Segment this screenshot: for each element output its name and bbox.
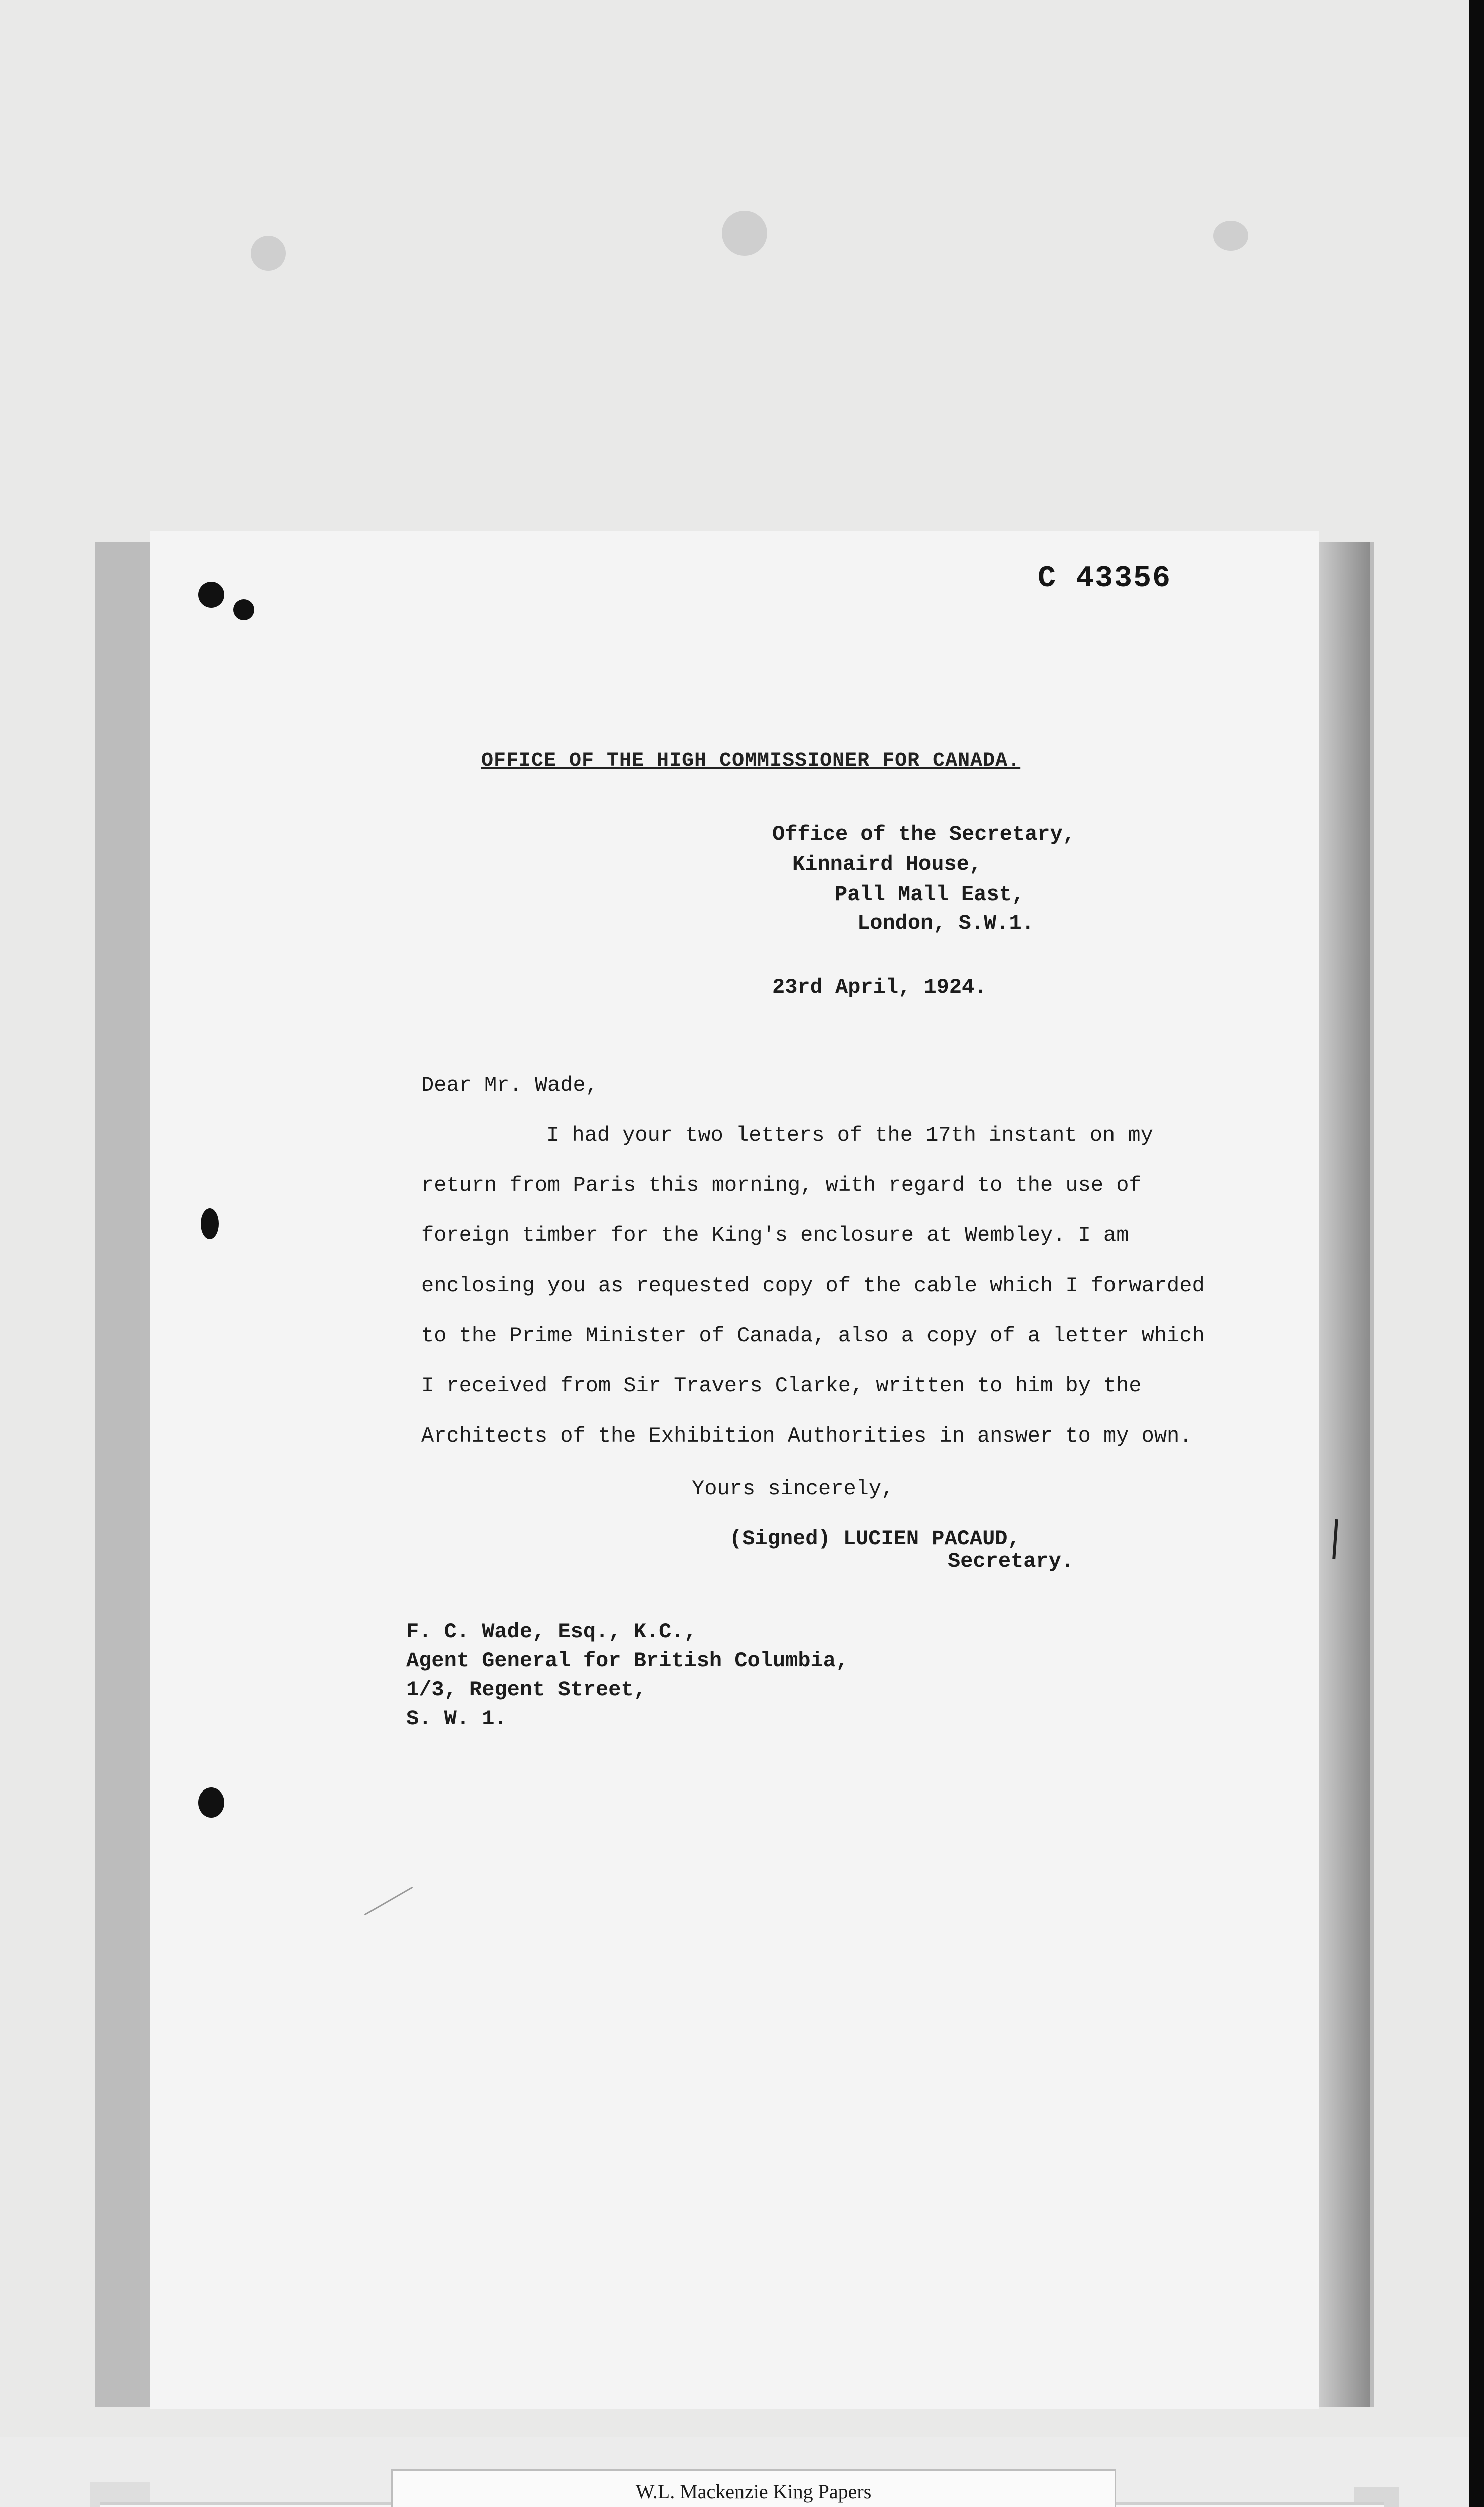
closing: Yours sincerely, bbox=[692, 1477, 894, 1501]
body-line: enclosing you as requested copy of the cable which I forwarded bbox=[421, 1274, 1205, 1298]
signature-title: Secretary. bbox=[948, 1549, 1074, 1573]
signature: (Signed) LUCIEN PACAUD, bbox=[729, 1527, 1020, 1551]
recipient-address-line: Agent General for British Columbia, bbox=[406, 1649, 849, 1673]
sender-address-line: London, S.W.1. bbox=[857, 911, 1034, 935]
body-line: I had your two letters of the 17th instant on my bbox=[546, 1123, 1153, 1147]
punch-hole bbox=[198, 1787, 224, 1818]
backdrop-speck bbox=[722, 211, 767, 256]
recipient-address-line: 1/3, Regent Street, bbox=[406, 1678, 646, 1702]
salutation: Dear Mr. Wade, bbox=[421, 1073, 598, 1097]
backdrop-speck bbox=[1213, 221, 1248, 251]
backdrop-speck bbox=[251, 236, 286, 271]
collection-slip bbox=[391, 2469, 1116, 2507]
recipient-address-line: S. W. 1. bbox=[406, 1707, 507, 1731]
letter-date: 23rd April, 1924. bbox=[772, 975, 987, 999]
scan-right-edge bbox=[1469, 0, 1484, 2507]
punch-hole bbox=[201, 1208, 219, 1239]
reference-number: C 43356 bbox=[1038, 562, 1172, 596]
sheet-right-shadow bbox=[1310, 542, 1370, 2407]
body-line: to the Prime Minister of Canada, also a copy of a letter which bbox=[421, 1324, 1205, 1348]
body-line: Architects of the Exhibition Authorities in answer to my own. bbox=[421, 1424, 1192, 1448]
letter-heading: OFFICE OF THE HIGH COMMISSIONER FOR CANADA. bbox=[481, 750, 1021, 772]
sender-address-line: Pall Mall East, bbox=[835, 882, 1025, 907]
sender-address-line: Office of the Secretary, bbox=[772, 822, 1075, 846]
body-line: return from Paris this morning, with regard to the use of bbox=[421, 1173, 1142, 1197]
body-line: foreign timber for the King's enclosure at Wembley. I am bbox=[421, 1223, 1129, 1247]
body-line: I received from Sir Travers Clarke, written to him by the bbox=[421, 1374, 1142, 1398]
punch-hole bbox=[198, 582, 224, 608]
punch-hole bbox=[233, 599, 254, 620]
collection-name: W.L. Mackenzie King Papers bbox=[635, 2480, 872, 2503]
letter-sheet bbox=[150, 531, 1319, 2409]
recipient-address-line: F. C. Wade, Esq., K.C., bbox=[406, 1620, 697, 1644]
sender-address-line: Kinnaird House, bbox=[792, 852, 982, 876]
